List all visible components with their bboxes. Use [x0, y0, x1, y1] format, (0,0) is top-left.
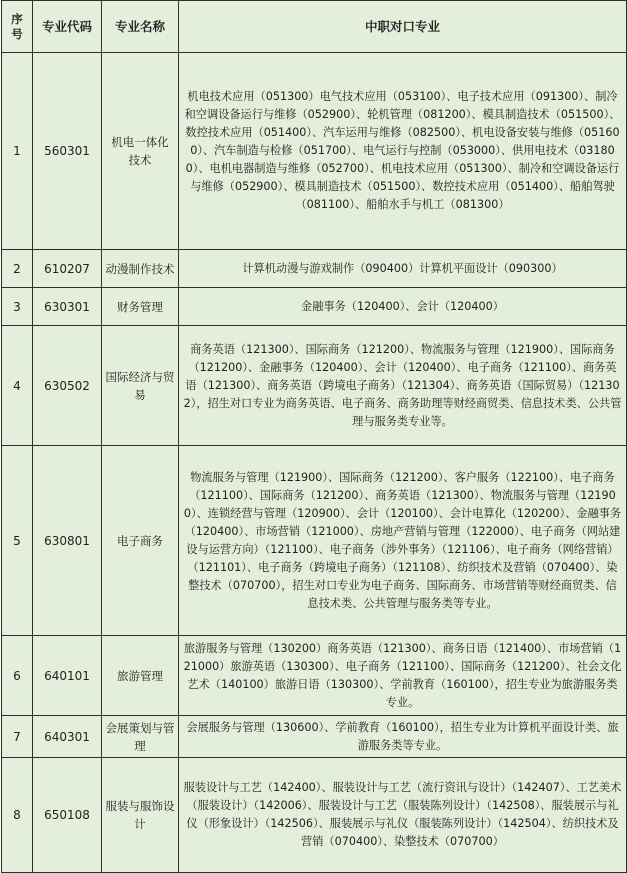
- row-name: 旅游管理: [102, 636, 179, 716]
- row-name: 动漫制作技术: [102, 250, 179, 288]
- table-row: [2, 53, 627, 250]
- row-code: 640301: [33, 716, 102, 758]
- row-majors: 物流服务与管理（121900）、国际商务（121200）、客户服务（122100）、电子商务（121100）、国际商务（121200）、商务英语（121300）、物流服务与管理（121900）、连锁经营与管理（120900）、会计（120100）、会计电算化（120200）、金融事务（120400）、市场营销（121000）、房地产营销与管理（122000）、电子商务（网站建设与运营方向）（121100）、电子商务（涉外事务）（121106）、电子商务（网络营销）（121101）、电子商务（跨境电子商务）（121108）、纺织技术及营销（070400）、染整技术（070700），招生对口专业为电子商务、国际商务、市场营销等财经商贸类、信息技术类、公共管理与服务类等专业。: [179, 446, 627, 636]
- row-code: 610207: [33, 250, 102, 288]
- row-name: 电子商务: [102, 446, 179, 636]
- row-code: 560301: [33, 53, 102, 250]
- row-name: 机电一体化技术: [102, 53, 179, 250]
- header-seq: 序号: [2, 1, 33, 53]
- row-name: 会展策划与管理: [102, 716, 179, 758]
- row-code: 650108: [33, 758, 102, 873]
- row-majors: 商务英语（121300）、国际商务（121200）、物流服务与管理（121900）、国际商务（121200）、金融事务（120400）、会计（120400）、电子商务（121100）、商务英语（121300）、商务英语（跨境电子商务）（121304）、商务英语（国际贸易）（121302），招生对口专业为商务英语、电子商务、商务助理等财经商贸类、信息技术类、公共管理与服务类专业等。: [179, 326, 627, 446]
- row-name: 国际经济与贸易: [102, 326, 179, 446]
- table-row: [2, 326, 627, 446]
- row-name: 服装与服饰设计: [102, 758, 179, 873]
- row-code: 630801: [33, 446, 102, 636]
- row-code: 640101: [33, 636, 102, 716]
- header-row: [2, 1, 627, 53]
- table-row: [2, 716, 627, 758]
- row-seq: 3: [2, 288, 33, 326]
- row-name: 财务管理: [102, 288, 179, 326]
- row-seq: 8: [2, 758, 33, 873]
- table-row: [2, 758, 627, 873]
- row-majors: 金融事务（120400）、会计（120400）: [179, 288, 627, 326]
- row-majors: 服装设计与工艺（142400）、服装设计与工艺（流行资讯与设计）（142407）、工艺美术（服装设计）（142006）、服装设计与工艺（服装陈列设计）（142508）、服装展示与礼仪（形象设计）（142506）、服装展示与礼仪（服装陈列设计）（142504）、纺织技术及营销（070400）、染整技术（070700）: [179, 758, 627, 873]
- row-seq: 4: [2, 326, 33, 446]
- table-row: [2, 446, 627, 636]
- row-majors: 计算机动漫与游戏制作（090400）计算机平面设计（090300）: [179, 250, 627, 288]
- header-code: 专业代码: [33, 1, 102, 53]
- row-seq: 1: [2, 53, 33, 250]
- row-majors: 旅游服务与管理（130200）商务英语（121300）、商务日语（121400）、市场营销（121000）旅游英语（130300）、电子商务（121100）、国际商务（121200）、社会文化艺术（140100）旅游日语（130300）、学前教育（160100），招生专业为旅游服务类专业。: [179, 636, 627, 716]
- row-code: 630301: [33, 288, 102, 326]
- row-seq: 7: [2, 716, 33, 758]
- row-seq: 5: [2, 446, 33, 636]
- table-row: [2, 288, 627, 326]
- row-code: 630502: [33, 326, 102, 446]
- header-majors: 中职对口专业: [179, 1, 627, 53]
- row-majors: 会展服务与管理（130600）、学前教育（160100），招生专业为计算机平面设计类、旅游服务类等专业。: [179, 716, 627, 758]
- row-seq: 6: [2, 636, 33, 716]
- majors-table: [1, 0, 627, 873]
- table-row: [2, 250, 627, 288]
- row-seq: 2: [2, 250, 33, 288]
- table-row: [2, 636, 627, 716]
- row-majors: 机电技术应用（051300）电气技术应用（053100）、电子技术应用（091300）、制冷和空调设备运行与维修（052900）、轮机管理（081200）、模具制造技术（051500）、数控技术应用（051400）、汽车运用与维修（082500）、机电设备安装与维修（051600）、汽车制造与检修（051700）、电气运行与控制（053000）、供用电技术（031800）、电机电器制造与维修（052700）、机电技术应用（051300）、制冷和空调设备运行与维修（052900）、模具制造技术（051500）、数控技术应用（051400）、船舶驾驶（081100）、船舶水手与机工（081300）: [179, 53, 627, 250]
- header-name: 专业名称: [102, 1, 179, 53]
